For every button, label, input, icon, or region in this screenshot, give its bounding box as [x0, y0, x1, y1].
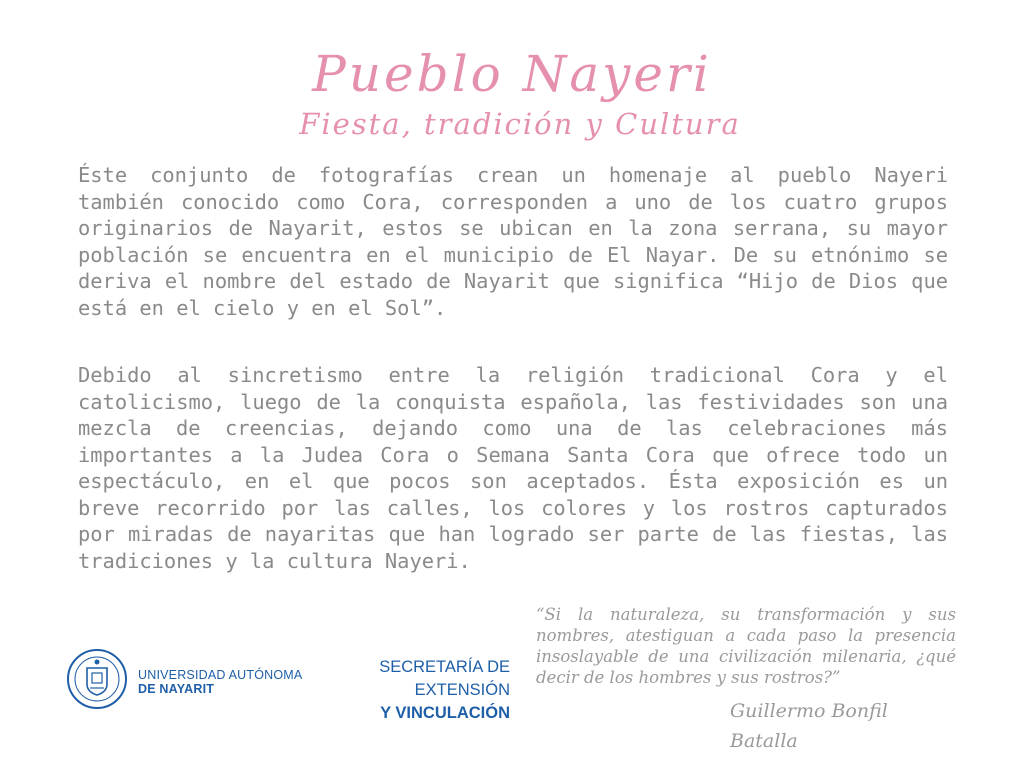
secretaria-name-line2: Y VINCULACIÓN: [380, 704, 510, 722]
page-title: Pueblo Nayeri: [312, 45, 712, 103]
quote-author: Guillermo Bonfil Batalla: [730, 700, 888, 752]
page-subtitle: Fiesta, tradición y Cultura: [299, 107, 741, 141]
secretaria-name-line1: SECRETARÍA DE EXTENSIÓN: [379, 658, 510, 699]
university-seal-icon: [66, 648, 128, 710]
secretaria-name: [290, 656, 510, 725]
intro-paragraph: Éste conjunto de fotografías crean un homenaje al pueblo Nayeri también conocido como Cora, corresponden a uno de los cuatro grupos originarios de Nayarit, estos se ubican en la zona serrana, su mayor población se encuentra en el municipio de El Nayar. De su etnónimo se deriva el nombre del estado de Nayarit que significa “Hijo de Dios que está en el cielo y en el Sol”.: [78, 163, 948, 320]
university-name-line2: DE NAYARIT: [138, 682, 215, 696]
quote-text: “Si la naturaleza, su transformación y sus nombres, atestiguan a cada paso la presencia insoslayable de una civilización milenaria, ¿qué decir de los hombres y sus rostros?”: [536, 605, 956, 687]
description-paragraph: Debido al sincretismo entre la religión tradicional Cora y el catolicismo, luego de la conquista española, las festividades son una mezcla de creencias, dejando como una de las celebraciones más importantes a la Judea Cora o Semana Santa Cora que ofrece todo un espectáculo, en el que pocos son aceptados. Ésta exposición es un breve recorrido por las calles, los colores y los rostros capturados por miradas de nayaritas que han logrado ser parte de las fiestas, las tradiciones y la cultura Nayeri.: [78, 363, 948, 573]
university-name: [138, 668, 302, 696]
university-name-line1: UNIVERSIDAD AUTÓNOMA: [138, 668, 303, 682]
